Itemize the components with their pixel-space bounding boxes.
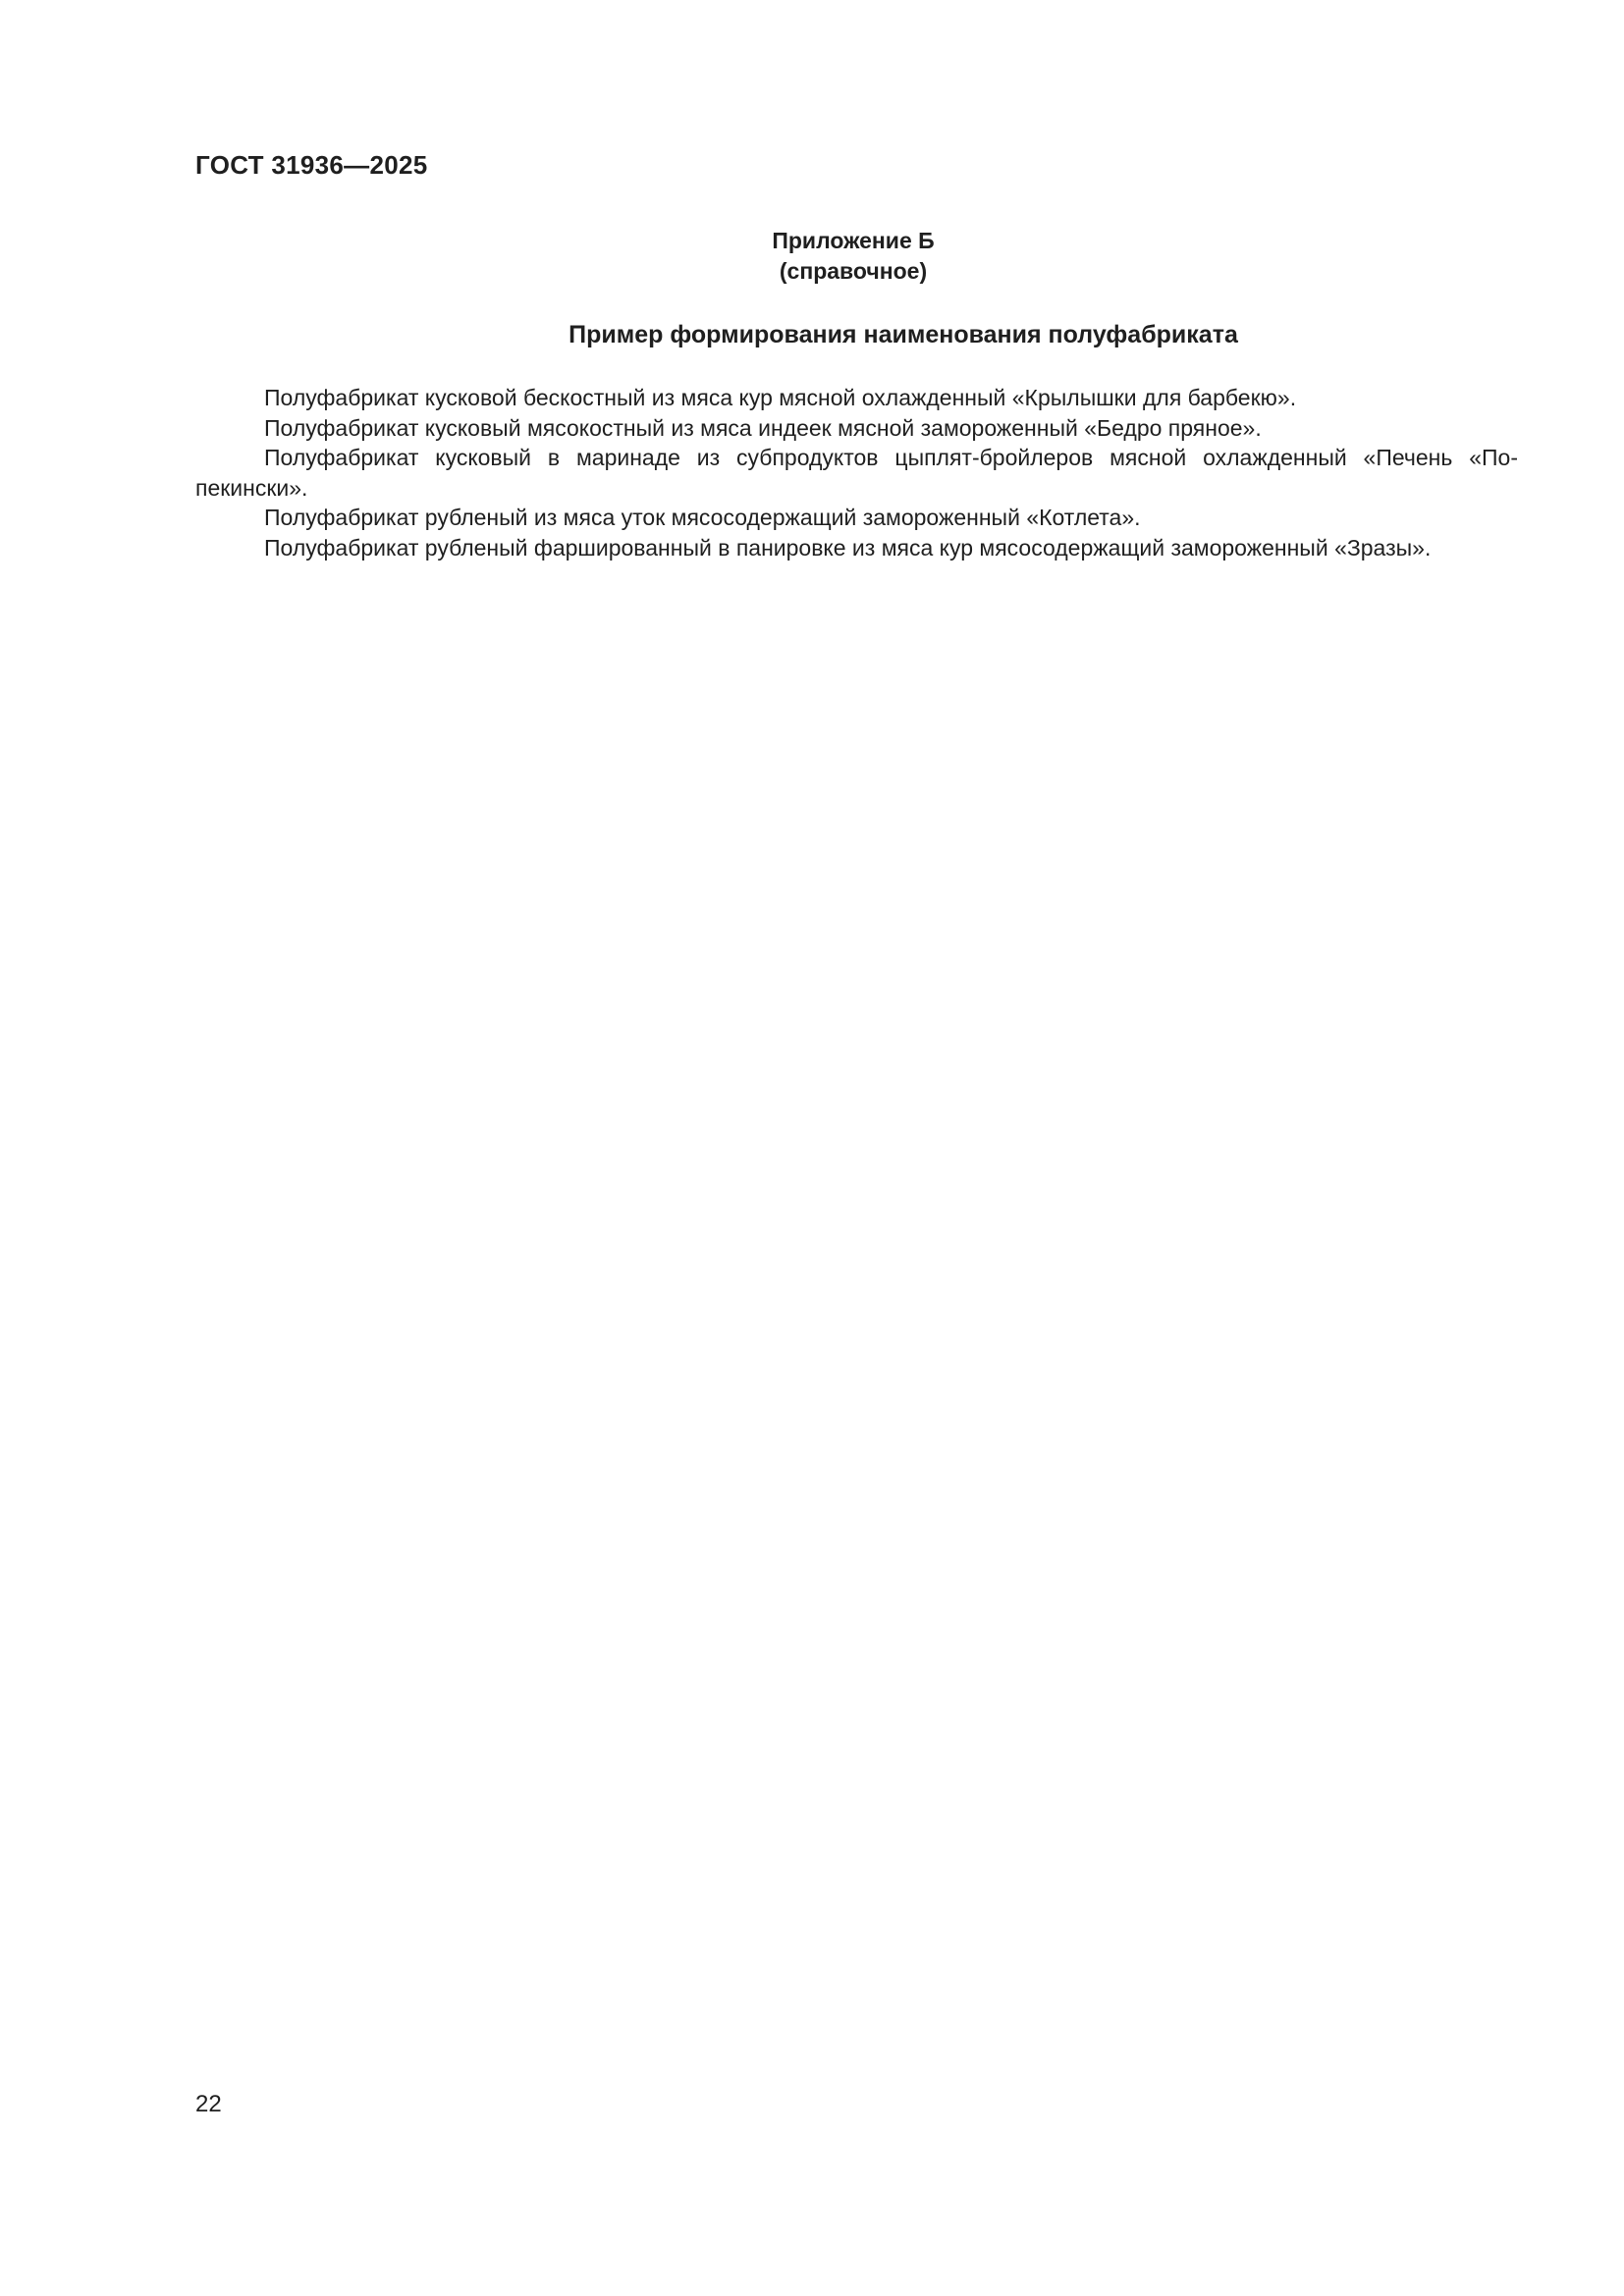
appendix-heading [479, 226, 1227, 287]
page-number: 22 [195, 2091, 222, 2117]
appendix-title: Приложение Б [772, 228, 935, 253]
body-text [195, 383, 1518, 562]
paragraph: Полуфабрикат кусковой бескостный из мяса кур мясной охлажденный «Крылышки для барбекю». [264, 385, 1297, 410]
paragraph: Полуфабрикат кусковый в маринаде из субпродуктов цыплят-бройлеров мясной охлажденный «Печень «По-пекински». [195, 445, 1518, 501]
appendix-subtitle: (справочное) [779, 258, 928, 284]
paragraph: Полуфабрикат рубленый фаршированный в панировке из мяса кур мясосодержащий замороженный «Зразы». [264, 534, 1432, 561]
document-header: ГОСТ 31936—2025 [195, 150, 428, 180]
section-title: Пример формирования наименования полуфабриката [568, 321, 1238, 348]
paragraph: Полуфабрикат рубленый из мяса уток мясосодержащий замороженный «Котлета». [264, 505, 1141, 530]
paragraph: Полуфабрикат кусковый мясокостный из мяса индеек мясной замороженный «Бедро пряное». [264, 414, 1262, 441]
